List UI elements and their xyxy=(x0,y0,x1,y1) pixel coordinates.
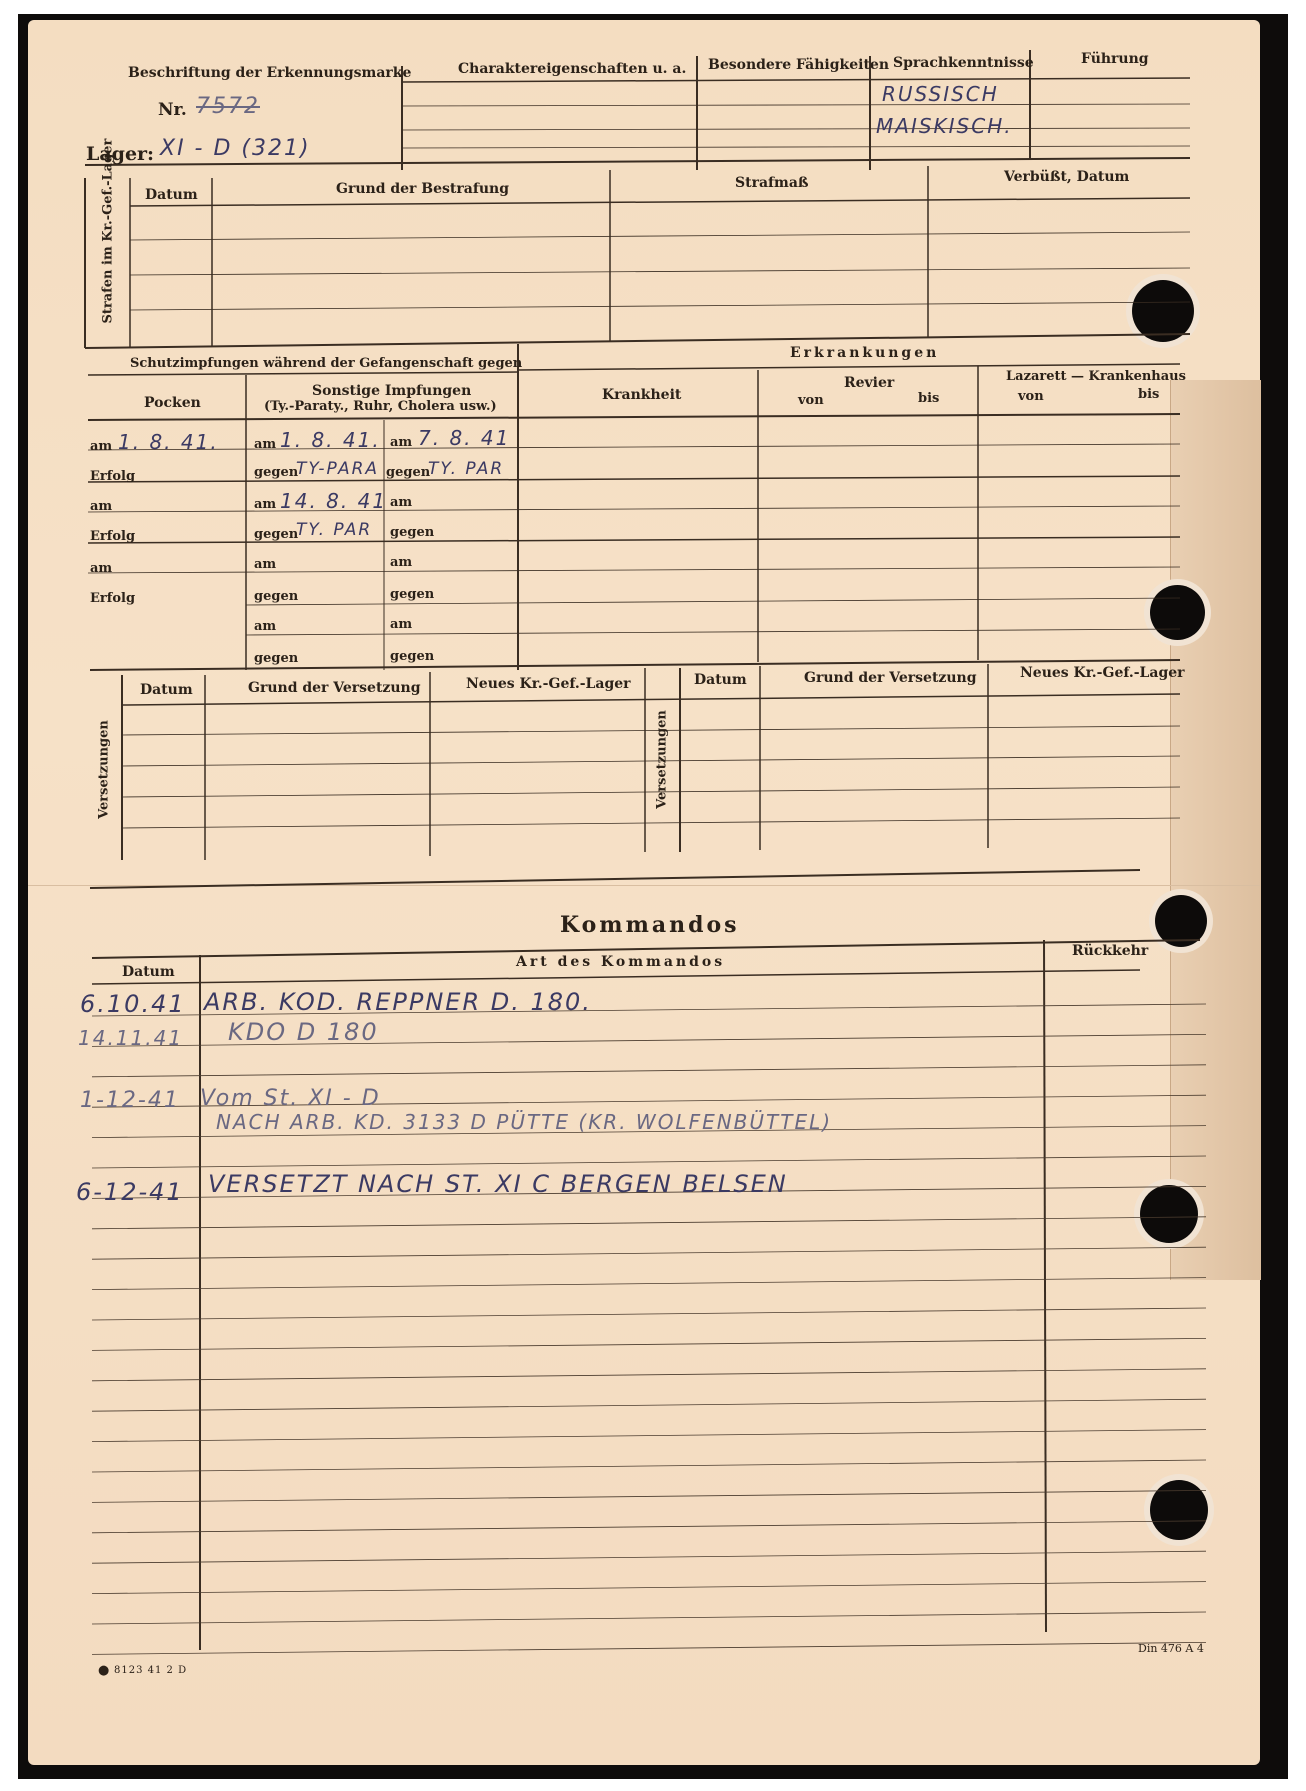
ruled-line xyxy=(92,1430,1206,1442)
pocken-date: 1. 8. 41. xyxy=(118,430,219,454)
sonstige-2-gegen: TY. PAR xyxy=(428,459,505,479)
ruled-line xyxy=(92,1460,1206,1472)
erk-revier-von: von xyxy=(798,393,824,408)
impf-gegen: gegen xyxy=(254,589,299,604)
erk-revier-bis: bis xyxy=(918,391,940,406)
vers-col-grund-left: Grund der Versetzung xyxy=(248,680,421,696)
kommando-text: Vom St. XI - D xyxy=(200,1086,381,1111)
kommando-text: ARB. KOD. REPPNER D. 180. xyxy=(204,988,592,1016)
impf-erfolg: Erfolg xyxy=(90,469,136,484)
ruled-line xyxy=(92,1156,1206,1168)
impf-am: am xyxy=(254,437,277,452)
ruled-line xyxy=(92,1551,1206,1563)
erkrankungen-title: Erkrankungen xyxy=(790,345,940,361)
impf-gegen: gegen xyxy=(254,527,299,542)
din-format: Din 476 A 4 xyxy=(1138,1642,1204,1655)
ruled-line xyxy=(92,1065,1206,1077)
lager-label: Lager: xyxy=(86,143,155,165)
impf-col-pocken: Pocken xyxy=(144,395,201,411)
erk-col-revier: Revier xyxy=(844,375,895,391)
sonstige-3-gegen: TY. PAR xyxy=(296,520,373,540)
sprach-value-2: MAISKISCH. xyxy=(876,114,1013,138)
vers-col-datum-right: Datum xyxy=(694,672,747,688)
charakter-title: Charaktereigenschaften u. a. xyxy=(458,61,687,77)
fuehrung-title: Führung xyxy=(1081,51,1149,67)
kommandos-title: Kommandos xyxy=(560,912,740,938)
impf-gegen: gegen xyxy=(386,465,431,480)
kommando-date: 6.10.41 xyxy=(80,990,186,1018)
impf-am: am xyxy=(390,435,413,450)
strafen-col-verbuesst: Verbüßt, Datum xyxy=(1004,169,1130,185)
impf-am: am xyxy=(254,557,277,572)
impf-erfolg: Erfolg xyxy=(90,591,136,606)
kom-col-art: Art des Kommandos xyxy=(516,954,726,970)
impf-am: am xyxy=(390,617,413,632)
impf-am: am xyxy=(90,561,113,576)
erk-lazarett-von: von xyxy=(1018,389,1044,404)
ruled-line xyxy=(92,1338,1206,1350)
impf-gegen: gegen xyxy=(390,587,435,602)
ruled-line xyxy=(92,1399,1206,1411)
impf-am: am xyxy=(390,555,413,570)
sonstige-1-date: 1. 8. 41. xyxy=(280,428,381,452)
impf-col-sonstige-sub: (Ty.-Paraty., Ruhr, Cholera usw.) xyxy=(264,399,497,414)
kom-col-datum: Datum xyxy=(122,964,175,980)
kommando-date: 1-12-41 xyxy=(80,1088,180,1113)
sprach-title: Sprachkenntnisse xyxy=(893,55,1034,71)
impf-am: am xyxy=(90,439,113,454)
ruled-line xyxy=(92,1369,1206,1381)
ruled-line xyxy=(92,1521,1206,1533)
vers-col-datum-left: Datum xyxy=(140,682,193,698)
beschriftung-title: Beschriftung der Erkennungsmarke xyxy=(128,65,412,81)
printer-mark-icon: ● xyxy=(98,1663,110,1678)
vers-col-grund-right: Grund der Versetzung xyxy=(804,670,977,686)
impf-gegen: gegen xyxy=(390,525,435,540)
printer-code: 8123 41 2 D xyxy=(114,1665,188,1676)
lager-value: XI - D (321) xyxy=(160,136,311,161)
vers-col-lager-right: Neues Kr.-Gef.-Lager xyxy=(1020,665,1185,681)
kommando-text: NACH ARB. KD. 3133 D PÜTTE (KR. WOLFENBÜTTEL) xyxy=(216,1110,833,1134)
sprach-value-1: RUSSISCH xyxy=(882,82,999,106)
erk-lazarett-bis: bis xyxy=(1138,387,1160,402)
kommando-text: KDO D 180 xyxy=(228,1018,379,1046)
kom-col-rueck: Rückkehr xyxy=(1072,943,1149,959)
impf-gegen: gegen xyxy=(390,649,435,664)
impf-am: am xyxy=(90,499,113,514)
strafen-col-strafmass: Strafmaß xyxy=(735,175,809,191)
faehigkeiten-title: Besondere Fähigkeiten xyxy=(708,57,890,73)
ruled-line xyxy=(92,1217,1206,1229)
strafen-col-datum: Datum xyxy=(145,187,198,203)
ruled-line xyxy=(92,1642,1206,1654)
impf-erfolg: Erfolg xyxy=(90,529,136,544)
ruled-line xyxy=(92,1612,1206,1624)
impfungen-title: Schutzimpfungen während der Gefangenschaft gegen xyxy=(130,356,523,371)
impf-am: am xyxy=(254,619,277,634)
kommando-text: VERSETZT NACH ST. XI C BERGEN BELSEN xyxy=(208,1170,788,1198)
nr-label: Nr. xyxy=(158,100,187,120)
sonstige-3-date: 14. 8. 41 xyxy=(280,489,388,513)
kommando-date: 6-12-41 xyxy=(76,1178,184,1206)
impf-gegen: gegen xyxy=(254,465,299,480)
versetzungen-side-label-right: Versetzungen xyxy=(654,710,670,809)
nr-value: 7572 xyxy=(196,94,260,119)
impf-col-sonstige: Sonstige Impfungen xyxy=(312,383,472,399)
erk-col-krankheit: Krankheit xyxy=(602,387,682,403)
sonstige-2-date: 7. 8. 41 xyxy=(418,426,511,450)
impf-am: am xyxy=(254,497,277,512)
vers-col-lager-left: Neues Kr.-Gef.-Lager xyxy=(466,676,631,692)
ruled-line xyxy=(92,1490,1206,1502)
sonstige-1-gegen: TY-PARA xyxy=(296,459,380,479)
kommando-date: 14.11.41 xyxy=(78,1026,184,1050)
strafen-col-grund: Grund der Bestrafung xyxy=(336,181,510,197)
erk-col-lazarett: Lazarett — Krankenhaus xyxy=(1006,369,1186,384)
strafen-side-label: Strafen im Kr.-Gef.-Lager xyxy=(100,138,116,324)
ruled-line xyxy=(92,1278,1206,1290)
impf-gegen: gegen xyxy=(254,651,299,666)
ruled-line xyxy=(92,1582,1206,1594)
impf-am: am xyxy=(390,495,413,510)
ruled-line xyxy=(92,1308,1206,1320)
versetzungen-side-label-left: Versetzungen xyxy=(96,720,112,819)
ruled-line xyxy=(92,1247,1206,1259)
